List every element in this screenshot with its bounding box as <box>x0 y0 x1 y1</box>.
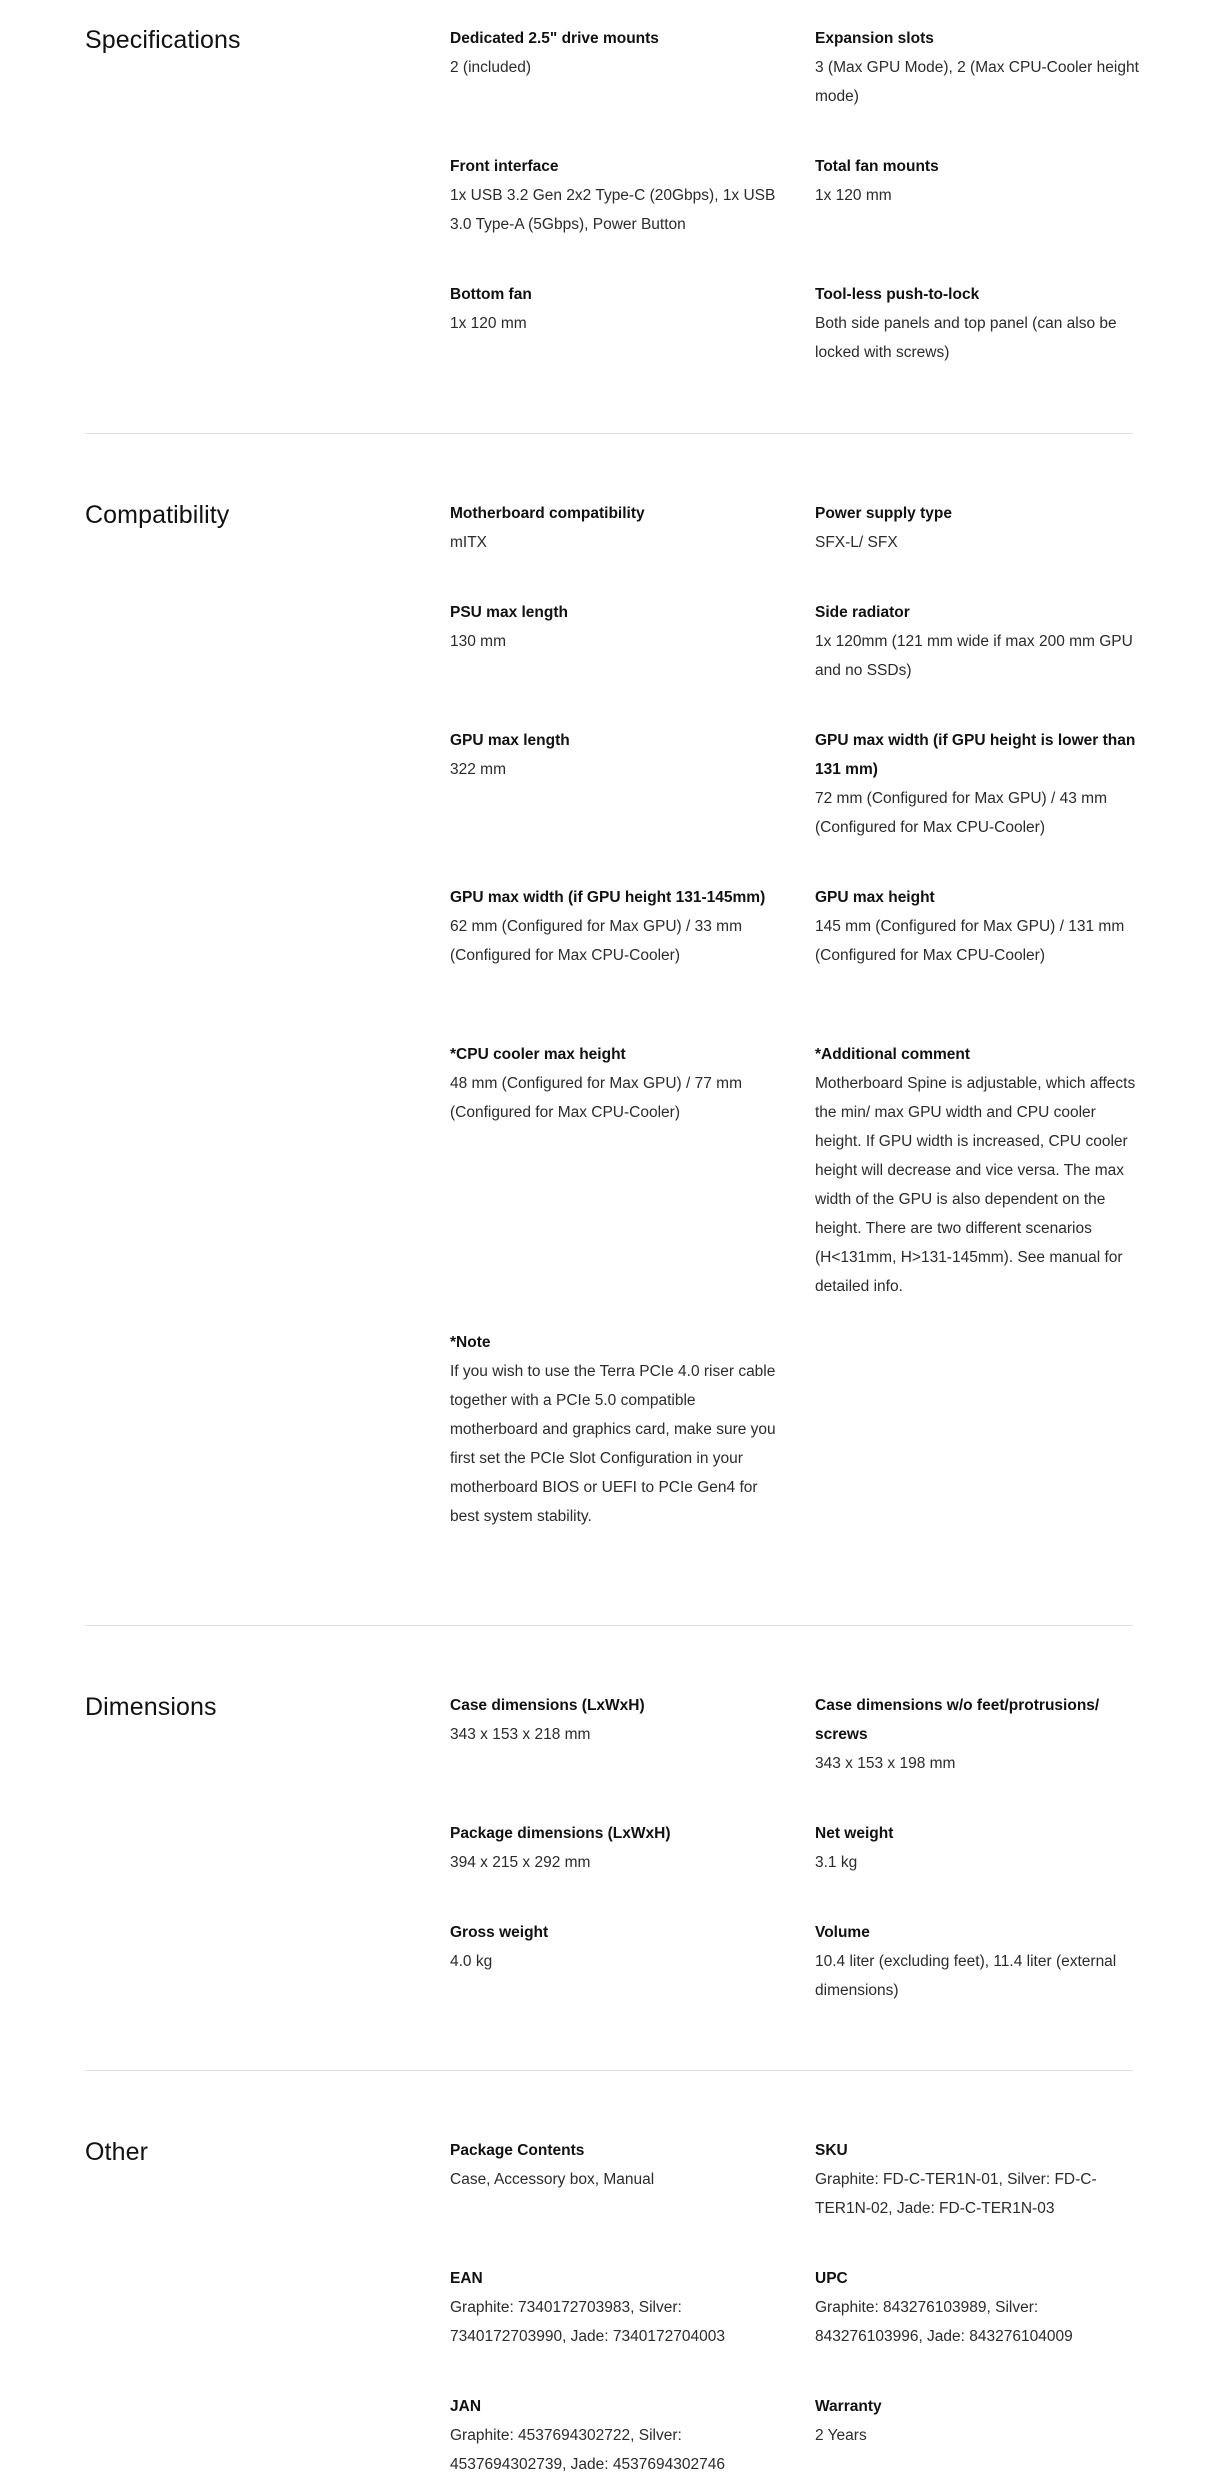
spec-item <box>815 280 1145 367</box>
spec-item <box>815 1040 1145 1301</box>
spec-item <box>815 24 1145 111</box>
spec-value: 2 Years <box>815 2427 867 2444</box>
spec-item <box>815 2136 1145 2223</box>
spec-item <box>450 2264 780 2351</box>
spec-value: 1x 120 mm <box>450 315 527 332</box>
spec-label: Expansion slots <box>815 30 934 47</box>
spec-value: 130 mm <box>450 633 506 650</box>
spec-item <box>450 598 780 656</box>
spec-label: JAN <box>450 2398 482 2415</box>
spec-label: Front interface <box>450 158 559 175</box>
spec-label: Tool-less push-to-lock <box>815 286 980 303</box>
spec-value: 343 x 153 x 198 mm <box>815 1755 956 1772</box>
section-divider <box>85 2070 1133 2071</box>
spec-value: 1x 120mm (121 mm wide if max 200 mm GPU and no SSDs) <box>815 633 1133 679</box>
spec-label: Package dimensions (LxWxH) <box>450 1825 671 1842</box>
section-divider <box>85 1625 1133 1626</box>
spec-value: 1x 120 mm <box>815 187 892 204</box>
spec-label: Net weight <box>815 1825 894 1842</box>
spec-value: 394 x 215 x 292 mm <box>450 1854 591 1871</box>
spec-label: Package Contents <box>450 2142 585 2159</box>
spec-label: UPC <box>815 2270 848 2287</box>
spec-label: Case dimensions w/o feet/protrusions/ screws <box>815 1697 1100 1743</box>
spec-label: EAN <box>450 2270 483 2287</box>
spec-label: GPU max width (if GPU height 131-145mm) <box>450 889 766 906</box>
spec-value: 2 (included) <box>450 59 531 76</box>
spec-item <box>450 1691 780 1749</box>
spec-label: Case dimensions (LxWxH) <box>450 1697 645 1714</box>
spec-item <box>450 1819 780 1877</box>
spec-value: 322 mm <box>450 761 506 778</box>
spec-item <box>815 2392 1145 2450</box>
spec-item <box>815 152 1145 210</box>
spec-item <box>815 1819 1145 1877</box>
spec-value: Graphite: 843276103989, Silver: 843276103996, Jade: 843276104009 <box>815 2299 1073 2345</box>
spec-item <box>450 1040 780 1127</box>
spec-value: Graphite: 7340172703983, Silver: 7340172703990, Jade: 7340172704003 <box>450 2299 725 2345</box>
spec-label: *CPU cooler max height <box>450 1046 626 1063</box>
spec-label: GPU max height <box>815 889 935 906</box>
spec-value: 10.4 liter (excluding feet), 11.4 liter (external dimensions) <box>815 1953 1117 1999</box>
spec-value: If you wish to use the Terra PCIe 4.0 riser cable together with a PCIe 5.0 compatible motherboard and graphics card, make sure you first set the PCIe Slot Configuration in your motherboard BIOS or UEFI to PCIe Gen4 for best system stability. <box>450 1363 776 1525</box>
spec-item <box>815 1691 1145 1778</box>
spec-item <box>450 152 780 239</box>
section-title: Compatibility <box>85 501 230 529</box>
spec-label: Side radiator <box>815 604 910 621</box>
spec-label: PSU max length <box>450 604 568 621</box>
spec-value: Motherboard Spine is adjustable, which affects the min/ max GPU width and CPU cooler height. If GPU width is increased, CPU cooler height will decrease and vice versa. The max width of the GPU is also dependent on the height. There are two different scenarios (H<131mm, H>131-145mm). See manual for detailed info. <box>815 1075 1136 1295</box>
spec-item <box>450 24 780 82</box>
spec-value: Case, Accessory box, Manual <box>450 2171 655 2188</box>
spec-value: 1x USB 3.2 Gen 2x2 Type-C (20Gbps), 1x USB 3.0 Type-A (5Gbps), Power Button <box>450 187 776 233</box>
spec-value: 3.1 kg <box>815 1854 858 1871</box>
spec-item <box>815 883 1145 970</box>
spec-label: *Additional comment <box>815 1046 971 1063</box>
spec-label: Motherboard compatibility <box>450 505 645 522</box>
spec-item <box>815 499 1145 557</box>
spec-label: *Note <box>450 1334 491 1351</box>
spec-label: Total fan mounts <box>815 158 939 175</box>
spec-label: SKU <box>815 2142 848 2159</box>
spec-item <box>815 598 1145 685</box>
spec-value: 3 (Max GPU Mode), 2 (Max CPU-Cooler height mode) <box>815 59 1139 105</box>
spec-item <box>815 1918 1145 2005</box>
spec-value: SFX-L/ SFX <box>815 534 898 551</box>
spec-label: Warranty <box>815 2398 882 2415</box>
spec-item <box>450 1328 780 1531</box>
spec-label: Gross weight <box>450 1924 549 1941</box>
section-title: Other <box>85 2138 149 2166</box>
spec-item <box>450 726 780 784</box>
spec-label: Dedicated 2.5" drive mounts <box>450 30 659 47</box>
spec-item <box>450 883 780 970</box>
spec-label: Bottom fan <box>450 286 532 303</box>
spec-value: 72 mm (Configured for Max GPU) / 43 mm (Configured for Max CPU-Cooler) <box>815 790 1107 836</box>
spec-value: 145 mm (Configured for Max GPU) / 131 mm (Configured for Max CPU-Cooler) <box>815 918 1125 964</box>
spec-value: 48 mm (Configured for Max GPU) / 77 mm (Configured for Max CPU-Cooler) <box>450 1075 742 1121</box>
spec-label: GPU max width (if GPU height is lower than 131 mm) <box>815 732 1136 778</box>
spec-value: 343 x 153 x 218 mm <box>450 1726 591 1743</box>
spec-item <box>450 2136 780 2194</box>
section-title: Dimensions <box>85 1693 217 1721</box>
spec-label: Power supply type <box>815 505 952 522</box>
spec-value: Both side panels and top panel (can also be locked with screws) <box>815 315 1117 361</box>
spec-value: mITX <box>450 534 488 551</box>
section-divider <box>85 433 1133 434</box>
spec-item <box>450 499 780 557</box>
spec-item <box>450 1918 780 1976</box>
section-title: Specifications <box>85 26 241 54</box>
spec-value: 4.0 kg <box>450 1953 493 1970</box>
spec-label: GPU max length <box>450 732 570 749</box>
spec-item <box>815 2264 1145 2351</box>
spec-item <box>815 726 1145 842</box>
spec-item <box>450 2392 780 2479</box>
spec-value: Graphite: FD-C-TER1N-01, Silver: FD-C-TER1N-02, Jade: FD-C-TER1N-03 <box>815 2171 1097 2217</box>
spec-value: Graphite: 4537694302722, Silver: 4537694302739, Jade: 4537694302746 <box>450 2427 725 2473</box>
spec-item <box>450 280 780 338</box>
spec-value: 62 mm (Configured for Max GPU) / 33 mm (Configured for Max CPU-Cooler) <box>450 918 742 964</box>
spec-label: Volume <box>815 1924 870 1941</box>
